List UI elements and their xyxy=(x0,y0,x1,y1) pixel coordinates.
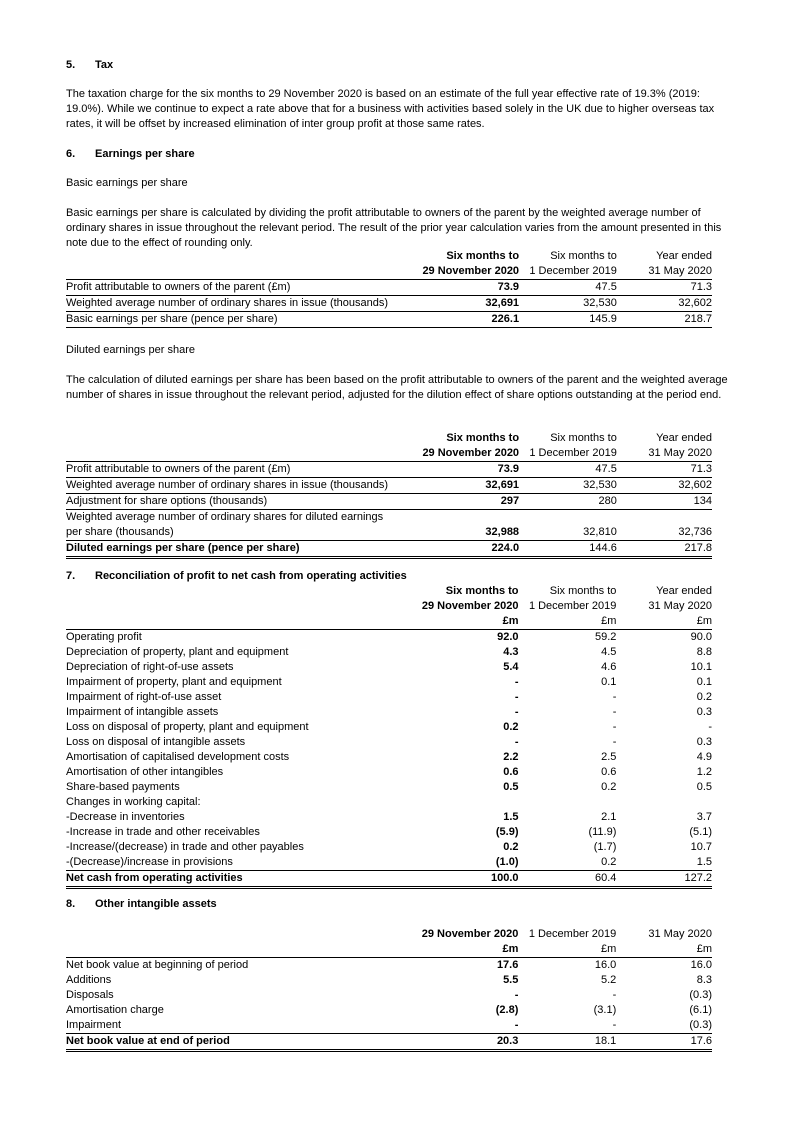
cell-value: 100.0 xyxy=(395,871,521,888)
cell-value: 218.7 xyxy=(617,312,712,328)
cell-value: - xyxy=(612,989,617,1001)
table-row xyxy=(66,988,712,1003)
basic-eps-subheading: Basic earnings per share xyxy=(66,177,188,189)
row-label: Share-based payments xyxy=(66,781,180,793)
cell-value: 217.8 xyxy=(617,541,712,558)
cell-value: 2.5 xyxy=(601,751,617,763)
row-label: -Increase/(decrease) in trade and other payables xyxy=(66,841,304,853)
table-total-row xyxy=(66,1034,712,1051)
diluted-eps-subheading: Diluted earnings per share xyxy=(66,344,196,356)
cell-value: 90.0 xyxy=(616,630,712,646)
row-label: Amortisation of other intangibles xyxy=(66,766,224,778)
cell-value: 145.9 xyxy=(521,312,617,328)
cell-value: - xyxy=(612,706,617,718)
table-row xyxy=(66,510,712,526)
cell-value: 32,530 xyxy=(521,478,617,494)
table-row xyxy=(66,810,712,825)
cell-value: - xyxy=(514,1019,519,1031)
row-label: Loss on disposal of intangible assets xyxy=(66,736,246,748)
row-label: Adjustment for share options (thousands) xyxy=(66,494,396,510)
row-label: Impairment xyxy=(66,1019,122,1031)
row-label: Operating profit xyxy=(66,630,395,646)
row-label: Depreciation of property, plant and equipment xyxy=(66,646,289,658)
column-header: Year ended xyxy=(656,432,712,444)
table-header-row xyxy=(66,446,712,462)
table-header-row xyxy=(66,599,712,614)
diluted-eps-paragraph: The calculation of diluted earnings per share has been based on the profit attributable to owners of the parent and the weighted average number of shares in issue throughout the relevant period, adjusted for the dilution effect of share options outstanding at the period end. xyxy=(66,374,728,401)
table-body xyxy=(66,630,712,871)
cell-value: 32,602 xyxy=(617,478,712,494)
cell-value: 71.3 xyxy=(617,462,712,478)
cell-value: 32,530 xyxy=(521,296,617,312)
table-row xyxy=(66,720,712,735)
tax-paragraph: The taxation charge for the six months to 29 November 2020 is based on an estimate of the full year effective rate of 19.3% (2019: 19.0%). While we continue to expect a rate above that for a business with activities based solely in the UK due to higher overseas tax rates, it will be offset by increased elimination of inter group profit at those same rates. xyxy=(66,88,715,130)
cell-value: 18.1 xyxy=(520,1034,616,1051)
cell-value: 134 xyxy=(617,494,712,510)
table-row xyxy=(66,958,712,974)
cell-value: 92.0 xyxy=(395,630,521,646)
section-number: 8. xyxy=(66,898,76,910)
table-row xyxy=(66,1018,712,1034)
cell-value: 0.2 xyxy=(503,721,519,733)
table-row xyxy=(66,825,712,840)
table-row xyxy=(66,690,712,705)
table-row xyxy=(66,675,712,690)
table-header-row xyxy=(66,584,712,599)
column-header: Six months to xyxy=(446,432,520,444)
row-label: Disposals xyxy=(66,989,114,1001)
table-total-row xyxy=(66,541,712,558)
cell-value: 32,736 xyxy=(678,526,712,538)
cell-value: 0.6 xyxy=(601,766,617,778)
table-row xyxy=(66,705,712,720)
row-label: Weighted average number of ordinary shares for diluted earnings xyxy=(66,510,396,526)
cell-value: 0.2 xyxy=(503,841,519,853)
column-header: 1 December 2019 xyxy=(528,600,617,612)
cell-value: 32,810 xyxy=(583,526,617,538)
table-row xyxy=(66,630,712,646)
cell-value: 2.1 xyxy=(601,811,617,823)
cell-value: 10.1 xyxy=(690,661,712,673)
column-unit: £m xyxy=(696,615,712,627)
table-row xyxy=(66,478,712,494)
cell-value: 8.3 xyxy=(696,974,712,986)
cell-value: (0.3) xyxy=(689,989,712,1001)
column-unit: £m xyxy=(696,943,712,955)
table-row xyxy=(66,312,712,328)
table-row xyxy=(66,855,712,871)
cell-value xyxy=(395,795,521,810)
column-header: Six months to xyxy=(446,250,520,262)
cell-value: 4.9 xyxy=(696,751,712,763)
column-header: 29 November 2020 xyxy=(421,600,519,612)
section-title: Other intangible assets xyxy=(95,898,217,910)
section-number: 5. xyxy=(66,59,76,71)
cell-value: (3.1) xyxy=(593,1004,617,1016)
row-label: Profit attributable to owners of the parent (£m) xyxy=(66,280,396,296)
row-label: Additions xyxy=(66,974,112,986)
cell-value xyxy=(521,510,617,526)
cell-value: 144.6 xyxy=(521,541,617,558)
column-header: 31 May 2020 xyxy=(648,447,712,459)
row-label: Loss on disposal of property, plant and equipment xyxy=(66,721,309,733)
column-header: Year ended xyxy=(656,250,712,262)
cell-value: 4.5 xyxy=(601,646,617,658)
cell-value: - xyxy=(612,691,617,703)
cell-value: (11.9) xyxy=(588,826,617,838)
row-label: per share (thousands) xyxy=(66,526,174,538)
cell-value xyxy=(396,510,521,526)
row-label: Impairment of intangible assets xyxy=(66,706,219,718)
cell-value: 226.1 xyxy=(396,312,521,328)
row-label: Impairment of property, plant and equipment xyxy=(66,676,282,688)
cell-value: 32,691 xyxy=(396,296,521,312)
section-8-heading xyxy=(66,898,217,910)
cell-value: 280 xyxy=(521,494,617,510)
table-row xyxy=(66,494,712,510)
column-unit: £m xyxy=(502,615,519,627)
column-unit: £m xyxy=(502,943,519,955)
section-title: Tax xyxy=(95,59,114,71)
cash-reconciliation-table xyxy=(66,584,712,889)
column-header: Six months to xyxy=(549,585,617,597)
cell-value: 0.2 xyxy=(601,856,617,868)
section-number: 6. xyxy=(66,148,76,160)
cell-value: (5.9) xyxy=(495,826,519,838)
column-header: Six months to xyxy=(445,585,519,597)
column-header: 29 November 2020 xyxy=(422,447,520,459)
row-label: Diluted earnings per share (pence per share) xyxy=(66,541,396,558)
cell-value: 0.2 xyxy=(696,691,712,703)
cell-value: 8.8 xyxy=(696,646,712,658)
intangible-assets-table xyxy=(66,927,712,1052)
table-header-row xyxy=(66,431,712,446)
cell-value: 73.9 xyxy=(396,280,521,296)
diluted-eps-table xyxy=(66,431,712,559)
section-6-heading xyxy=(66,148,195,160)
cell-value: 16.0 xyxy=(520,958,616,974)
cell-value: - xyxy=(514,736,519,748)
row-label: -(Decrease)/increase in provisions xyxy=(66,856,233,868)
table-header-row xyxy=(66,927,712,942)
row-label: Profit attributable to owners of the parent (£m) xyxy=(66,462,396,478)
table-row xyxy=(66,645,712,660)
cell-value: 1.5 xyxy=(696,856,712,868)
table-header-row xyxy=(66,249,712,264)
cell-value: 1.5 xyxy=(503,811,519,823)
table-row xyxy=(66,840,712,855)
cell-value: 5.5 xyxy=(503,974,519,986)
cell-value: 60.4 xyxy=(521,871,617,888)
table-header-row xyxy=(66,942,712,958)
cell-value: (1.7) xyxy=(593,841,617,853)
cell-value: - xyxy=(514,989,519,1001)
column-header: Six months to xyxy=(550,432,617,444)
table-row xyxy=(66,780,712,795)
table-row xyxy=(66,1003,712,1018)
row-label: Net book value at end of period xyxy=(66,1034,395,1051)
row-label: Basic earnings per share (pence per share) xyxy=(66,312,396,328)
table-row xyxy=(66,750,712,765)
section-title: Earnings per share xyxy=(95,148,195,160)
cell-value: 0.6 xyxy=(503,766,519,778)
row-label: Net book value at beginning of period xyxy=(66,958,395,974)
cell-value: 0.3 xyxy=(696,706,712,718)
column-header: 29 November 2020 xyxy=(422,265,520,277)
row-label: Weighted average number of ordinary shares in issue (thousands) xyxy=(66,296,396,312)
cell-value: 16.0 xyxy=(616,958,712,974)
cell-value: (5.1) xyxy=(689,826,712,838)
cell-value: 32,602 xyxy=(617,296,712,312)
column-unit: £m xyxy=(601,615,617,627)
cell-value: - xyxy=(514,706,519,718)
cell-value: 0.2 xyxy=(601,781,617,793)
cell-value: (0.3) xyxy=(689,1019,712,1031)
row-label: -Increase in trade and other receivables xyxy=(66,826,260,838)
cell-value: 17.6 xyxy=(616,1034,712,1051)
cell-value: 5.4 xyxy=(503,661,519,673)
cell-value: 73.9 xyxy=(396,462,521,478)
cell-value: (6.1) xyxy=(689,1004,712,1016)
table-row xyxy=(66,795,712,810)
cell-value xyxy=(616,795,712,810)
section-5-heading xyxy=(66,59,113,71)
cell-value: 32,691 xyxy=(396,478,521,494)
column-header: 31 May 2020 xyxy=(648,600,712,612)
row-label: -Decrease in inventories xyxy=(66,811,185,823)
cell-value: 0.3 xyxy=(696,736,712,748)
cell-value: 5.2 xyxy=(600,974,617,986)
cell-value: 10.7 xyxy=(690,841,712,853)
cell-value: - xyxy=(708,721,712,733)
cell-value: 2.2 xyxy=(503,751,519,763)
cell-value: 32,988 xyxy=(485,526,520,538)
cell-value: (1.0) xyxy=(495,856,519,868)
section-number: 7. xyxy=(66,570,76,582)
section-7-heading xyxy=(66,570,407,582)
cell-value: 4.6 xyxy=(601,661,617,673)
cell-value: (2.8) xyxy=(495,1004,519,1016)
cell-value: 0.5 xyxy=(503,781,519,793)
cell-value: - xyxy=(514,691,519,703)
cell-value: 0.1 xyxy=(696,676,712,688)
cell-value: 47.5 xyxy=(521,462,617,478)
table-row xyxy=(66,973,712,988)
cell-value: - xyxy=(514,676,519,688)
cell-value: 224.0 xyxy=(396,541,521,558)
cell-value: 4.3 xyxy=(503,646,519,658)
cell-value: 0.1 xyxy=(601,676,617,688)
cell-value: 17.6 xyxy=(395,958,521,974)
column-header: 1 December 2019 xyxy=(529,265,617,277)
table-row xyxy=(66,296,712,312)
column-unit: £m xyxy=(600,943,617,955)
column-header: 31 May 2020 xyxy=(648,265,712,277)
cell-value: 0.5 xyxy=(696,781,712,793)
column-header: Year ended xyxy=(656,585,712,597)
row-label: Net cash from operating activities xyxy=(66,871,395,888)
column-header: 31 May 2020 xyxy=(648,928,712,940)
cell-value: 297 xyxy=(396,494,521,510)
cell-value: - xyxy=(612,736,617,748)
table-row xyxy=(66,765,712,780)
row-label: Depreciation of right-of-use assets xyxy=(66,661,234,673)
cell-value: 47.5 xyxy=(521,280,617,296)
cell-value: 71.3 xyxy=(617,280,712,296)
cell-value: 20.3 xyxy=(395,1034,521,1051)
cell-value: 3.7 xyxy=(696,811,712,823)
cell-value xyxy=(617,510,712,526)
column-header: Six months to xyxy=(550,250,617,262)
cell-value: 127.2 xyxy=(616,871,712,888)
cell-value xyxy=(521,795,617,810)
section-title: Reconciliation of profit to net cash from operating activities xyxy=(95,570,407,582)
table-row xyxy=(66,660,712,675)
column-header: 1 December 2019 xyxy=(528,928,617,940)
table-row xyxy=(66,735,712,750)
cell-value: - xyxy=(612,721,617,733)
column-header: 29 November 2020 xyxy=(421,928,519,940)
row-label: Changes in working capital: xyxy=(66,796,201,808)
table-row xyxy=(66,525,712,541)
cell-value: - xyxy=(612,1019,617,1031)
table-header-row xyxy=(66,264,712,280)
row-label: Amortisation charge xyxy=(66,1004,164,1016)
basic-eps-table xyxy=(66,249,712,328)
cell-value: 1.2 xyxy=(696,766,712,778)
table-header-row xyxy=(66,614,712,630)
row-label: Weighted average number of ordinary shares in issue (thousands) xyxy=(66,478,396,494)
table-row xyxy=(66,280,712,296)
column-header: 1 December 2019 xyxy=(529,447,617,459)
row-label: Amortisation of capitalised development costs xyxy=(66,751,290,763)
table-body xyxy=(66,958,712,1034)
cell-value: 59.2 xyxy=(521,630,617,646)
row-label: Impairment of right-of-use asset xyxy=(66,691,222,703)
basic-eps-paragraph: Basic earnings per share is calculated by dividing the profit attributable to owners of the parent by the weighted average number of ordinary shares in issue throughout the relevant period. The result of the prior year calculation varies from the amount presented in this note due to the effect of rounding only. xyxy=(66,207,722,249)
table-total-row xyxy=(66,871,712,888)
table-row xyxy=(66,462,712,478)
